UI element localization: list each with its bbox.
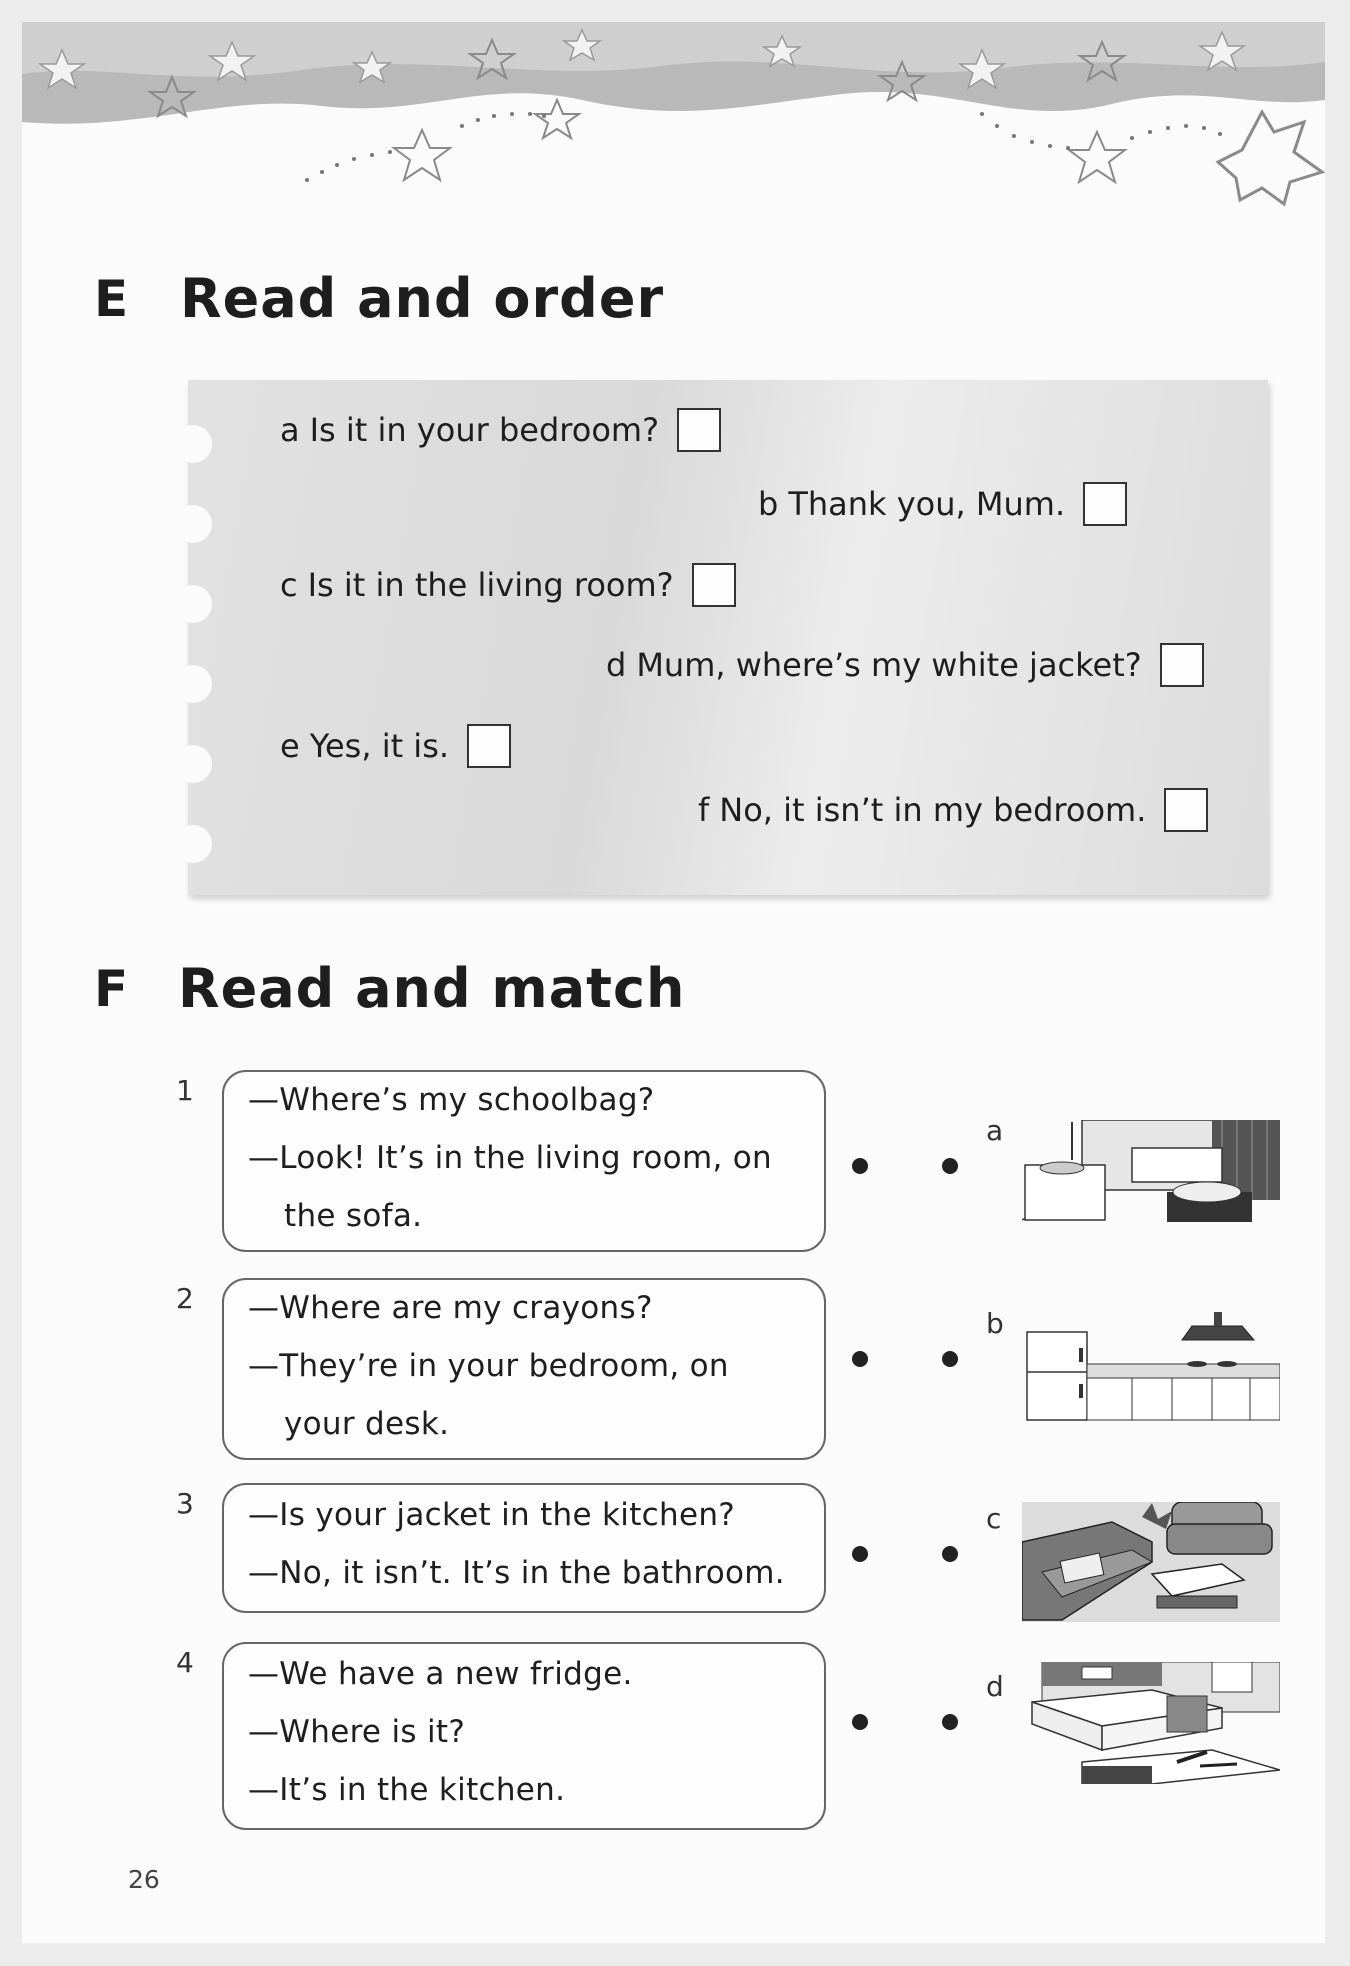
dialogue-box-4 <box>222 1642 826 1830</box>
answer-box-f[interactable] <box>1164 788 1208 832</box>
dialogue-line: —Look! It’s in the living room, on <box>248 1140 772 1176</box>
dialogue-box-3 <box>222 1483 826 1613</box>
picture-letter-c: c <box>986 1502 1002 1535</box>
order-item-e: e Yes, it is. <box>280 724 511 768</box>
match-dot-picture-d[interactable] <box>942 1714 958 1730</box>
dialogue-line: the sofa. <box>284 1198 423 1234</box>
dialogue-line: —Where is it? <box>248 1714 466 1750</box>
workbook-page <box>22 22 1325 1943</box>
dialogue-line: —Is your jacket in the kitchen? <box>248 1497 736 1533</box>
section-e-title: Read and order <box>180 267 665 330</box>
section-e-letter: E <box>94 270 129 328</box>
order-item-f: f No, it isn’t in my bedroom. <box>698 788 1208 832</box>
star-banner <box>22 22 1325 222</box>
bedroom-illustration-icon <box>1022 1662 1280 1784</box>
match-dot-picture-c[interactable] <box>942 1546 958 1562</box>
dialogue-line: —They’re in your bedroom, on <box>248 1348 729 1384</box>
match-dot-dialogue-2[interactable] <box>852 1351 868 1367</box>
answer-box-e[interactable] <box>467 724 511 768</box>
answer-box-b[interactable] <box>1083 482 1127 526</box>
dialogue-number-3: 3 <box>176 1487 194 1520</box>
order-item-b: b Thank you, Mum. <box>758 482 1127 526</box>
dialogue-line: —We have a new fridge. <box>248 1656 633 1692</box>
dialogue-line: —Where’s my schoolbag? <box>248 1082 655 1118</box>
picture-letter-b: b <box>986 1307 1004 1340</box>
match-dot-picture-a[interactable] <box>942 1158 958 1174</box>
bathroom-illustration-icon <box>1022 1120 1280 1230</box>
section-f-letter: F <box>94 960 129 1018</box>
match-dot-dialogue-1[interactable] <box>852 1158 868 1174</box>
dialogue-line: —No, it isn’t. It’s in the bathroom. <box>248 1555 785 1591</box>
answer-box-d[interactable] <box>1160 643 1204 687</box>
match-dot-dialogue-4[interactable] <box>852 1714 868 1730</box>
match-dot-picture-b[interactable] <box>942 1351 958 1367</box>
dialogue-box-2 <box>222 1278 826 1460</box>
living-room-illustration-icon <box>1022 1502 1280 1622</box>
picture-letter-d: d <box>986 1670 1004 1703</box>
dialogue-line: your desk. <box>284 1406 450 1442</box>
order-item-c: c Is it in the living room? <box>280 563 736 607</box>
dialogue-box-1 <box>222 1070 826 1252</box>
order-item-d: d Mum, where’s my white jacket? <box>606 643 1204 687</box>
match-dot-dialogue-3[interactable] <box>852 1546 868 1562</box>
dialogue-line: —Where are my crayons? <box>248 1290 653 1326</box>
picture-letter-a: a <box>986 1114 1004 1147</box>
answer-box-a[interactable] <box>677 408 721 452</box>
section-f-title: Read and match <box>178 957 686 1020</box>
dialogue-number-4: 4 <box>176 1646 194 1679</box>
kitchen-illustration-icon <box>1022 1312 1280 1424</box>
dialogue-line: —It’s in the kitchen. <box>248 1772 566 1808</box>
page-number: 26 <box>128 1865 160 1894</box>
order-panel <box>188 380 1268 895</box>
answer-box-c[interactable] <box>692 563 736 607</box>
dialogue-number-2: 2 <box>176 1282 194 1315</box>
dialogue-number-1: 1 <box>176 1074 194 1107</box>
order-item-a: a Is it in your bedroom? <box>280 408 721 452</box>
